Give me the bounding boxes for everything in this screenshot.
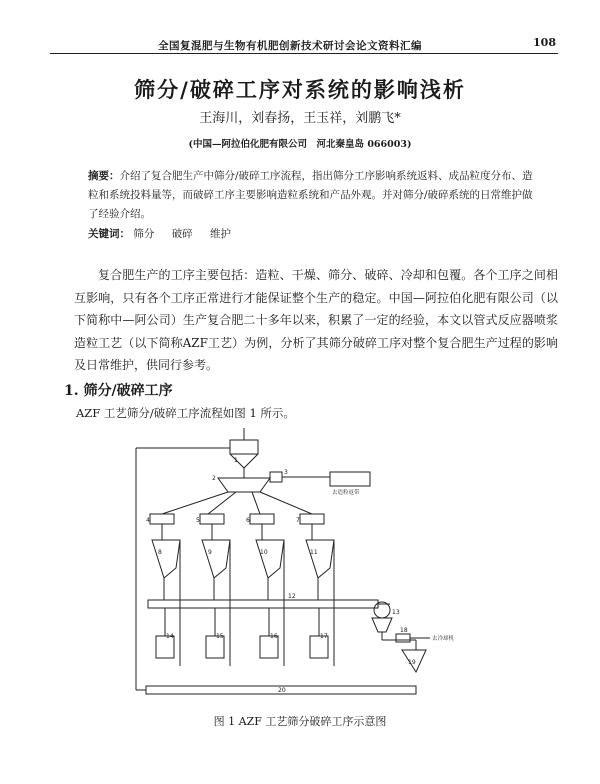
section-heading: 1. 筛分/破碎工序 [64,383,173,399]
label-14: 14 [166,633,174,640]
label-17: 17 [320,633,328,640]
label-16: 16 [270,633,278,640]
keywords-label: 关键词： [88,228,130,240]
label-3: 3 [284,469,288,476]
abstract-label: 摘要： [88,170,120,182]
label-6: 6 [246,517,250,524]
affiliation: (中国—阿拉伯化肥有限公司 河北秦皇岛 066003) [188,139,412,150]
label-9: 9 [208,549,212,556]
label-2: 2 [212,475,216,482]
label-15: 15 [216,633,224,640]
authors: 王海川，刘春扬，王玉祥，刘鹏飞* [199,111,401,126]
drop-pipes [164,540,334,666]
annotation-to-cooler: 去冷却机 [432,636,455,642]
label-8: 8 [158,549,162,556]
label-10: 10 [260,549,268,556]
annotation-to-prilling: 去造粒返带 [332,490,360,496]
feed-chutes [162,492,312,514]
label-20: 20 [278,687,286,694]
abstract-text: 介绍了复合肥生产中筛分/破碎工序流程，指出筛分工序影响系统返料、成品粒度分布、造粒和系统投料量等，而破碎工序主要影响造粒系统和产品外观。并对筛分/破碎系统的日常维护做了经验介绍。 [88,170,533,220]
figure-intro-text: AZF 工艺筛分/破碎工序流程如图 1 所示。 [76,406,295,420]
abstract [88,167,540,224]
label-11: 11 [310,549,318,556]
process-flow-diagram [120,428,480,708]
label-18: 18 [400,627,408,634]
figure-caption: 图 1 AZF 工艺筛分破碎工序示意图 [213,715,387,728]
keyword: 筛分 [133,228,155,240]
keywords [88,226,540,241]
label-12: 12 [288,593,296,600]
paper-title: 筛分/破碎工序对系统的影响浅析 [134,77,466,102]
product-equipment [372,602,430,672]
vibrating-screens [152,524,334,578]
page-number: 108 [533,36,556,49]
feed-hopper [220,428,258,468]
label-19: 19 [408,659,416,666]
keyword: 破碎 [171,228,193,240]
header-rule [50,53,558,54]
body-paragraph: 复合肥生产的工序主要包括：造粒、干燥、筛分、破碎、冷却和包覆。各个工序之间相互影响，只有各个工序正常进行才能保证整个生产的稳定。中国—阿拉伯化肥有限公司（以下简称中—阿公司）生产复合肥二十多年以来，积累了一定的经验，本文以管式反应器喷浆造粒工艺（以下简称AZF工艺）为例，分析了其筛分破碎工序对整个复合肥生产过程的影响及日常维护，供同行参考。 [74,268,558,372]
label-13: 13 [392,609,400,616]
middle-conveyor [148,600,390,608]
label-5: 5 [196,517,200,524]
label-1: 1 [234,457,238,464]
label-7: 7 [296,517,300,524]
running-header: 全国复混肥与生物有机肥创新技术研讨会论文资料汇编 [158,40,422,52]
crushers [156,608,328,658]
label-4: 4 [146,517,150,524]
distribution-hopper [218,468,370,492]
keyword: 维护 [210,228,232,240]
